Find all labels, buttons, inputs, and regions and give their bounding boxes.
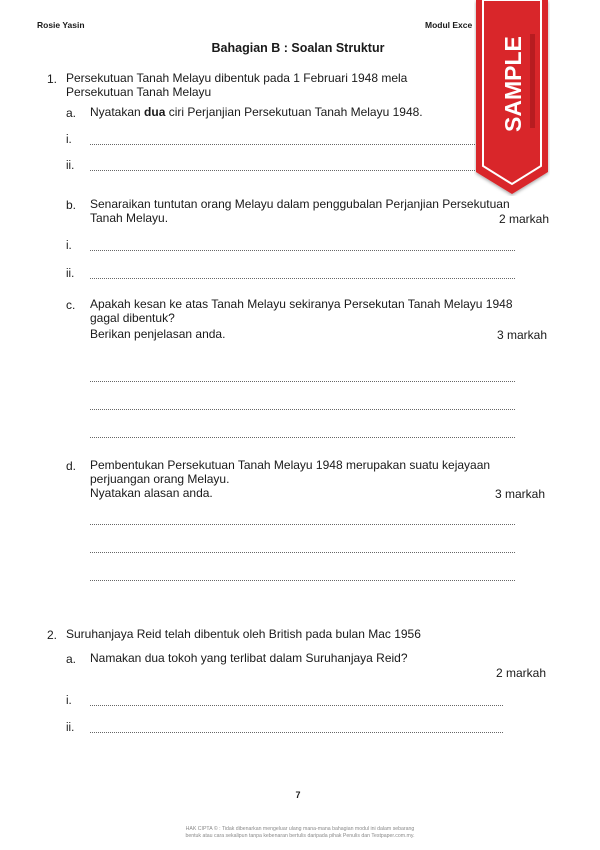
q1c-text-line2: gagal dibentuk? xyxy=(90,311,175,325)
answer-line[interactable] xyxy=(90,524,515,525)
q2a-marks: 2 markah xyxy=(495,666,546,680)
q1c-text-line1: Apakah kesan ke atas Tanah Melayu sekiranya Persekutan Tanah Melayu 1948 xyxy=(90,297,513,311)
q1-number: 1. xyxy=(47,72,58,86)
q1d-text-line1: Pembentukan Persekutuan Tanah Melayu 1948 merupakan suatu kejayaan xyxy=(90,458,491,472)
answer-line[interactable] xyxy=(90,732,503,733)
q1d-marks: 3 markah xyxy=(494,487,545,501)
q1a-text: Nyatakan dua ciri Perjanjian Persekutuan Tanah Melayu 1948. xyxy=(90,105,423,119)
answer-line[interactable] xyxy=(90,705,503,706)
q1-stem-line2: Persekutuan Tanah Melayu xyxy=(66,85,212,99)
q2a-text: Namakan dua tokoh yang terlibat dalam Suruhanjaya Reid? xyxy=(90,651,408,665)
q1b-answer-ii-label: ii. xyxy=(66,268,75,280)
copyright-footer xyxy=(120,826,480,840)
q1d-letter: d. xyxy=(66,459,77,473)
ribbon-stripe xyxy=(530,34,535,128)
q2-number: 2. xyxy=(47,628,58,642)
q2a-answer-i-label: i. xyxy=(66,695,72,707)
answer-line[interactable] xyxy=(90,170,515,171)
sample-watermark-icon xyxy=(474,0,550,196)
answer-line[interactable] xyxy=(90,250,515,251)
answer-line[interactable] xyxy=(90,409,515,410)
q1a-letter: a. xyxy=(66,106,77,120)
q1d-text-line3: Nyatakan alasan anda. xyxy=(90,486,213,500)
q2-stem: Suruhanjaya Reid telah dibentuk oleh British pada bulan Mac 1956 xyxy=(66,627,421,641)
section-title: Bahagian B : Soalan Struktur xyxy=(211,41,385,55)
answer-line[interactable] xyxy=(90,437,515,438)
q1-stem-line1: Persekutuan Tanah Melayu dibentuk pada 1 Februari 1948 mela xyxy=(66,71,408,85)
copyright-line2: bentuk atau cara sekalipun tanpa kebenaran bertulis daripada pihak Penulis dan Testpaper.com.my. xyxy=(185,833,415,839)
copyright-line1: HAK CIPTA © : Tidak dibenarkan mengeluar ulang mana-mana bahagian modul ini dalam sebarang xyxy=(185,826,415,832)
q1b-text-line1: Senaraikan tuntutan orang Melayu dalam penggubalan Perjanjian Persekutuan xyxy=(90,197,510,211)
answer-line[interactable] xyxy=(90,278,515,279)
answer-line[interactable] xyxy=(90,552,515,553)
q1b-letter: b. xyxy=(66,198,77,212)
watermark-text: SAMPLE xyxy=(500,36,526,132)
q2a-letter: a. xyxy=(66,652,77,666)
q1a-answer-ii-label: ii. xyxy=(66,160,75,172)
q1c-text-line3: Berikan penjelasan anda. xyxy=(90,327,226,341)
header-author: Rosie Yasin xyxy=(37,20,85,30)
q1a-answer-i-label: i. xyxy=(66,134,72,146)
answer-line[interactable] xyxy=(90,381,515,382)
answer-line[interactable] xyxy=(90,580,515,581)
q1b-text-line2: Tanah Melayu. xyxy=(90,211,169,225)
q2a-answer-ii-label: ii. xyxy=(66,722,75,734)
header-module: Modul Exce xyxy=(425,20,473,30)
answer-line[interactable] xyxy=(90,144,515,145)
page-number: 7 xyxy=(295,790,301,800)
q1d-text-line2: perjuangan orang Melayu. xyxy=(90,472,230,486)
q1b-answer-i-label: i. xyxy=(66,240,72,252)
q1b-marks: 2 markah xyxy=(498,212,549,226)
q1c-marks: 3 markah xyxy=(496,328,547,342)
q1c-letter: c. xyxy=(66,298,76,312)
